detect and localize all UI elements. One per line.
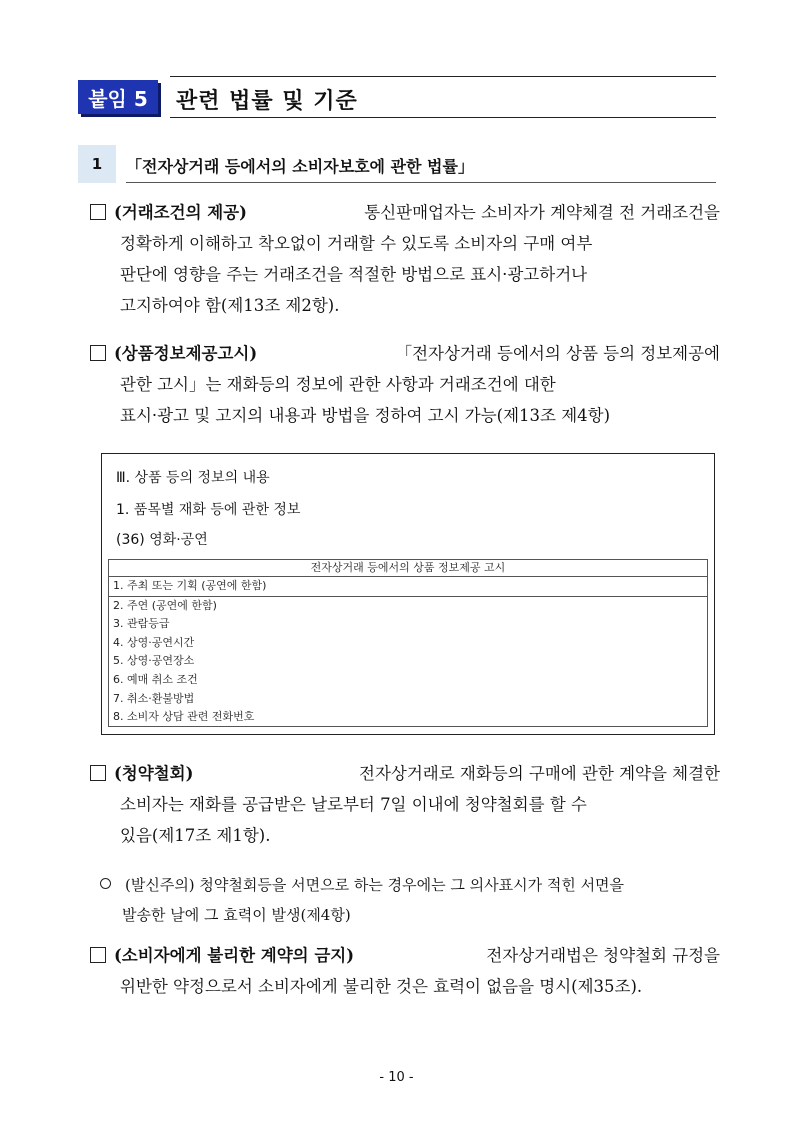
- paragraph-line: 있음(제17조 제1항).: [120, 826, 271, 845]
- paragraph-unfair-contract: [90, 940, 720, 1002]
- checkbox-square-icon: [90, 345, 106, 361]
- appendix-title: 관련 법률 및 기준: [176, 89, 358, 114]
- table-row: 5. 상영·공연장소: [113, 654, 195, 668]
- paragraph-line: 관한 고시」는 재화등의 정보에 관한 사항과 거래조건에 대한: [120, 375, 556, 394]
- paragraph-heading: (청약철회): [114, 764, 194, 783]
- appendix-badge: 붙임 5: [78, 80, 158, 114]
- note-line: (발신주의) 청약철회등을 서면으로 하는 경우에는 그 의사표시가 적힌 서면을: [125, 876, 625, 894]
- paragraph-line: 소비자는 재화를 공급받은 날로부터 7일 이내에 청약철회를 할 수: [120, 795, 587, 814]
- paragraph-heading: (상품정보제공고시): [114, 344, 258, 363]
- paragraph-line: 위반한 약정으로서 소비자에게 불리한 것은 효력이 없음을 명시(제35조).: [120, 977, 643, 996]
- table-row: 7. 취소·환불방법: [113, 691, 195, 705]
- paragraph-text: 전자상거래법은 청약철회 규정을: [486, 946, 720, 965]
- page-number: - 10 -: [379, 1070, 414, 1085]
- header-rule-bottom: [170, 117, 716, 118]
- checkbox-square-icon: [90, 204, 106, 220]
- notice-excerpt-box: [101, 453, 715, 735]
- section-underline: [126, 182, 716, 183]
- bullet-circle-icon: [100, 878, 111, 889]
- paragraph-line: 표시·광고 및 고지의 내용과 방법을 정하여 고시 가능(제13조 제4항): [120, 406, 611, 425]
- table-row: 4. 상영·공연시간: [113, 635, 195, 649]
- table-title: 전자상거래 등에서의 상품 정보제공 고시: [109, 560, 707, 577]
- paragraph-text: 전자상거래로 재화등의 구매에 관한 계약을 체결한: [359, 764, 720, 783]
- paragraph-line: 정확하게 이해하고 착오없이 거래할 수 있도록 소비자의 구매 여부: [120, 234, 593, 253]
- table-row: 2. 주연 (공연에 한함): [113, 598, 217, 612]
- section-number: 1: [78, 145, 116, 183]
- table-row: 3. 관람등급: [113, 617, 170, 631]
- paragraph-text: 「전자상거래 등에서의 상품 등의 정보제공에: [395, 344, 720, 363]
- section-header: [78, 145, 716, 183]
- paragraph-trade-conditions: [90, 197, 720, 321]
- paragraph-text: 통신판매업자는 소비자가 계약체결 전 거래조건을: [364, 203, 720, 222]
- table-row: 6. 예매 취소 조건: [113, 672, 198, 686]
- header-rule-top: [170, 76, 716, 77]
- notice-heading-3: (36) 영화·공연: [116, 532, 208, 548]
- paragraph-line: 고지하여야 함(제13조 제2항).: [120, 296, 340, 315]
- paragraph-product-info-notice: [90, 338, 720, 431]
- note-line: 발송한 날에 그 효력이 발생(제4항): [122, 906, 351, 924]
- notice-heading-2: 1. 품목별 재화 등에 관한 정보: [116, 502, 301, 518]
- section-title: 「전자상거래 등에서의 소비자보호에 관한 법률」: [126, 157, 474, 176]
- table-row: 8. 소비자 상담 관련 전화번호: [113, 710, 255, 724]
- notice-items-table: [108, 559, 708, 727]
- table-row: 1. 주최 또는 기획 (공연에 한함): [109, 577, 707, 597]
- paragraph-line: 판단에 영향을 주는 거래조건을 적절한 방법으로 표시·광고하거나: [120, 265, 588, 284]
- paragraph-heading: (소비자에게 불리한 계약의 금지): [114, 946, 355, 965]
- checkbox-square-icon: [90, 947, 106, 963]
- paragraph-heading: (거래조건의 제공): [114, 203, 247, 222]
- appendix-header: [78, 76, 716, 118]
- paragraph-withdrawal: [90, 758, 720, 851]
- checkbox-square-icon: [90, 765, 106, 781]
- dispatch-note: [100, 870, 720, 930]
- notice-heading-1: Ⅲ. 상품 등의 정보의 내용: [116, 470, 270, 486]
